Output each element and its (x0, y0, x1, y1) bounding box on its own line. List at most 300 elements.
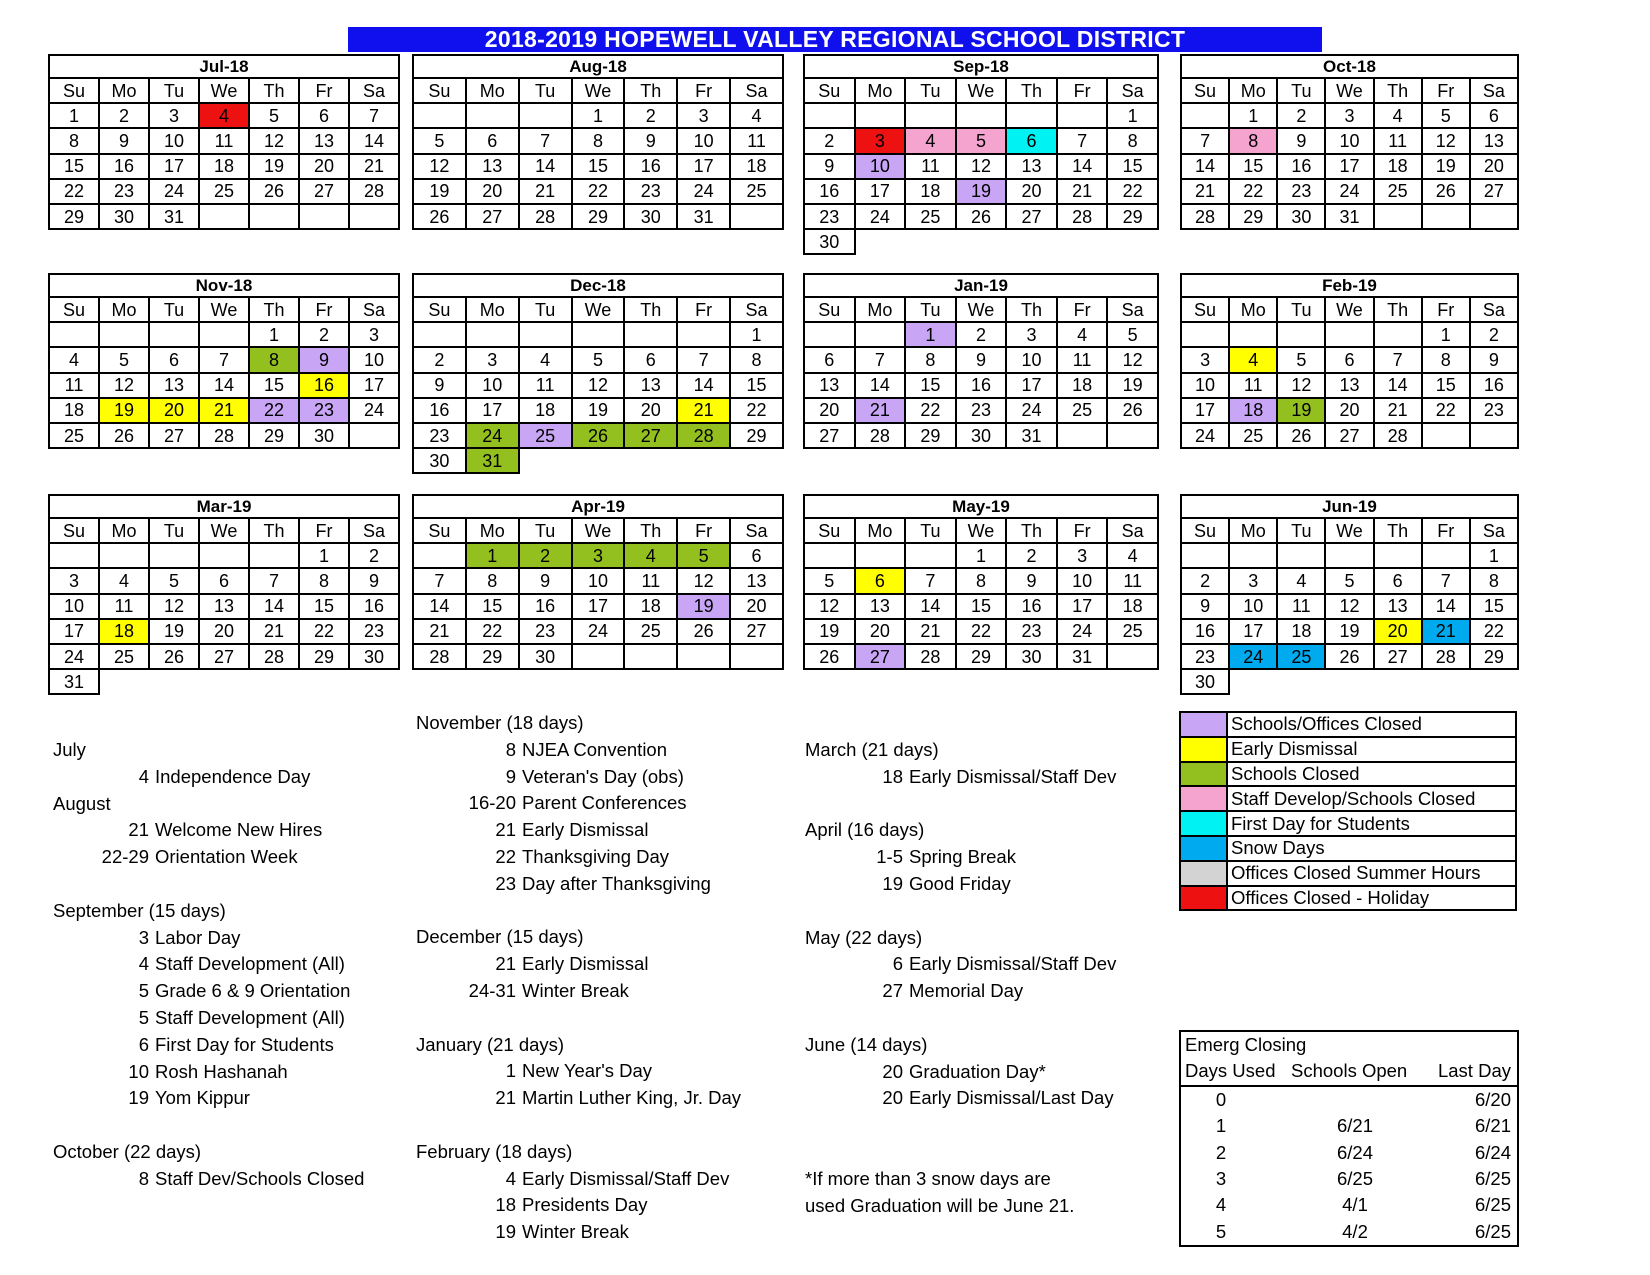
day-cell: 10 (466, 373, 519, 398)
weekday-header: Fr (1422, 78, 1470, 103)
day-cell: 20 (1325, 398, 1373, 423)
weekday-header: Fr (1422, 297, 1470, 322)
event-date: 21 (128, 819, 149, 841)
weekday-header: Su (413, 78, 466, 103)
empty-cell (49, 322, 99, 347)
day-cell: 22 (905, 398, 956, 423)
day-cell: 8 (730, 347, 783, 372)
legend-swatch (1180, 861, 1227, 886)
empty-cell (1006, 103, 1057, 128)
event-name: Winter Break (522, 1221, 629, 1243)
weekday-header: Tu (1277, 297, 1325, 322)
weekday-header: Tu (149, 297, 199, 322)
day-cell: 21 (677, 398, 730, 423)
day-cell: 19 (1325, 619, 1373, 644)
day-cell: 12 (413, 154, 466, 179)
day-cell: 23 (624, 179, 677, 204)
spacer (805, 791, 1116, 818)
day-cell: 23 (299, 398, 349, 423)
day-cell: 30 (413, 448, 466, 473)
event-name: Spring Break (909, 846, 1016, 868)
footnote-line-1: *If more than 3 snow days are (805, 1168, 1051, 1189)
month-heading: December (15 days) (416, 926, 584, 948)
empty-cell (1470, 423, 1518, 448)
empty-cell (1181, 322, 1229, 347)
day-cell: 9 (349, 568, 399, 593)
day-cell: 3 (349, 322, 399, 347)
day-cell: 27 (1325, 423, 1373, 448)
event-name: New Year's Day (522, 1060, 653, 1082)
day-cell: 10 (1057, 568, 1108, 593)
month-calendar-feb-19 (1180, 273, 1519, 449)
day-cell: 2 (413, 347, 466, 372)
event-entry (416, 871, 741, 898)
day-cell: 1 (1422, 322, 1470, 347)
day-cell: 19 (1277, 398, 1325, 423)
day-cell: 12 (1107, 347, 1158, 372)
day-cell: 22 (1107, 179, 1158, 204)
month-name: Aug-18 (413, 55, 783, 78)
spacer (805, 1005, 1116, 1032)
emerg-schools-open: 4/1 (1342, 1194, 1368, 1216)
event-entry (416, 737, 741, 764)
day-cell: 19 (677, 594, 730, 619)
day-cell: 2 (624, 103, 677, 128)
event-name: Staff Development (All) (155, 1006, 345, 1028)
weekday-header: We (572, 297, 625, 322)
empty-cell (519, 103, 572, 128)
month-heading: June (14 days) (805, 1033, 928, 1055)
month-name: Jan-19 (804, 274, 1158, 297)
day-cell: 29 (49, 204, 99, 229)
day-cell: 7 (1422, 568, 1470, 593)
notes-column-2 (416, 710, 741, 1246)
day-cell: 6 (624, 347, 677, 372)
month-name: Apr-19 (413, 495, 783, 518)
weekday-header: Sa (730, 297, 783, 322)
day-cell: 27 (299, 179, 349, 204)
event-entry (53, 1059, 364, 1086)
month-name: Jul-18 (49, 55, 399, 78)
day-cell: 17 (49, 619, 99, 644)
weekday-header: Fr (1057, 297, 1108, 322)
event-date: 20 (882, 1060, 903, 1082)
weekday-header: We (572, 518, 625, 543)
event-entry (53, 844, 364, 871)
month-calendar-jun-19 (1180, 494, 1519, 695)
empty-cell (1325, 543, 1373, 568)
day-cell: 12 (956, 154, 1007, 179)
event-date: 5 (138, 980, 149, 1002)
empty-cell (466, 322, 519, 347)
day-cell: 18 (49, 398, 99, 423)
day-cell: 9 (519, 568, 572, 593)
weekday-header: Tu (905, 518, 956, 543)
day-cell: 9 (956, 347, 1007, 372)
empty-cell (730, 204, 783, 229)
day-cell: 12 (572, 373, 625, 398)
day-cell: 12 (804, 594, 855, 619)
day-cell: 31 (466, 448, 519, 473)
day-cell: 3 (1181, 347, 1229, 372)
day-cell: 5 (1277, 347, 1325, 372)
month-name: Nov-18 (49, 274, 399, 297)
day-cell: 3 (149, 103, 199, 128)
weekday-header: Mo (99, 297, 149, 322)
day-cell: 27 (730, 619, 783, 644)
weekday-header: Th (249, 297, 299, 322)
weekday-header: Sa (1470, 518, 1518, 543)
page-title: 2018-2019 HOPEWELL VALLEY REGIONAL SCHOOL DISTRICT (348, 27, 1322, 52)
empty-cell (1374, 322, 1422, 347)
day-cell: 29 (1229, 204, 1277, 229)
day-cell: 2 (349, 543, 399, 568)
weekday-header: Tu (905, 78, 956, 103)
day-cell: 22 (49, 179, 99, 204)
day-cell: 18 (1107, 594, 1158, 619)
empty-cell (249, 204, 299, 229)
day-cell: 29 (572, 204, 625, 229)
empty-cell (624, 322, 677, 347)
empty-cell (1057, 423, 1108, 448)
event-date: 10 (128, 1060, 149, 1082)
month-heading: April (16 days) (805, 819, 925, 841)
day-cell: 9 (804, 154, 855, 179)
event-name: First Day for Students (155, 1033, 334, 1055)
day-cell: 19 (149, 619, 199, 644)
day-cell: 11 (49, 373, 99, 398)
day-cell: 6 (149, 347, 199, 372)
empty-cell (905, 543, 956, 568)
day-cell: 22 (572, 179, 625, 204)
day-cell: 27 (624, 423, 677, 448)
day-cell: 16 (99, 154, 149, 179)
emerg-last-day: 6/25 (1474, 1194, 1511, 1216)
month-calendar-mar-19 (48, 494, 400, 695)
day-cell: 24 (49, 644, 99, 669)
day-cell: 19 (99, 398, 149, 423)
day-cell: 1 (572, 103, 625, 128)
empty-cell (199, 543, 249, 568)
day-cell: 28 (905, 644, 956, 669)
day-cell: 12 (677, 568, 730, 593)
event-entry (53, 951, 364, 978)
day-cell: 31 (1325, 204, 1373, 229)
event-date: 19 (128, 1087, 149, 1109)
graduation-footnote (805, 1165, 1074, 1219)
emerg-row (1181, 1219, 1517, 1245)
month-calendar-sep-18 (803, 54, 1159, 255)
month-calendar-nov-18 (48, 273, 400, 449)
day-cell: 5 (677, 543, 730, 568)
day-cell: 31 (1006, 423, 1057, 448)
day-cell: 1 (49, 103, 99, 128)
empty-cell (413, 322, 466, 347)
emerg-row (1181, 1166, 1517, 1192)
empty-cell (99, 543, 149, 568)
day-cell: 7 (1057, 128, 1108, 153)
day-cell: 24 (1325, 179, 1373, 204)
day-cell: 20 (1470, 154, 1518, 179)
day-cell: 10 (149, 128, 199, 153)
legend-label: Staff Develop/Schools Closed (1227, 786, 1516, 811)
day-cell: 16 (413, 398, 466, 423)
empty-cell (149, 322, 199, 347)
event-entry (53, 817, 364, 844)
event-entry (53, 764, 364, 791)
day-cell: 3 (49, 568, 99, 593)
day-cell: 26 (1277, 423, 1325, 448)
day-cell: 26 (99, 423, 149, 448)
day-cell: 4 (730, 103, 783, 128)
spacer (416, 1005, 741, 1032)
month-calendar-dec-18 (412, 273, 784, 474)
empty-cell (572, 322, 625, 347)
day-cell: 22 (956, 619, 1007, 644)
day-cell: 23 (519, 619, 572, 644)
weekday-header: Fr (677, 78, 730, 103)
day-cell: 31 (149, 204, 199, 229)
weekday-header: Th (1374, 297, 1422, 322)
month-name: May-19 (804, 495, 1158, 518)
day-cell: 2 (1006, 543, 1057, 568)
day-cell: 21 (1057, 179, 1108, 204)
weekday-header: Sa (349, 78, 399, 103)
weekday-header: We (199, 78, 249, 103)
event-name: Winter Break (522, 979, 629, 1001)
event-name: Early Dismissal (522, 819, 649, 841)
day-cell: 28 (677, 423, 730, 448)
day-cell: 14 (349, 128, 399, 153)
weekday-header: Sa (1470, 78, 1518, 103)
weekday-header: Mo (855, 297, 906, 322)
day-cell: 6 (804, 347, 855, 372)
empty-cell (804, 103, 855, 128)
spacer (416, 1112, 741, 1139)
day-cell: 30 (624, 204, 677, 229)
day-cell: 15 (905, 373, 956, 398)
empty-cell (677, 322, 730, 347)
event-name: Day after Thanksgiving (522, 872, 711, 894)
event-date: 24-31 (468, 979, 516, 1001)
day-cell: 13 (1325, 373, 1373, 398)
empty-cell (1422, 669, 1470, 694)
day-cell: 11 (905, 154, 956, 179)
weekday-header: We (956, 297, 1007, 322)
day-cell: 23 (1006, 619, 1057, 644)
month-name: Dec-18 (413, 274, 783, 297)
legend-swatch (1180, 886, 1227, 911)
day-cell: 30 (1277, 204, 1325, 229)
day-cell: 26 (677, 619, 730, 644)
event-entry (53, 1032, 364, 1059)
month-name: Mar-19 (49, 495, 399, 518)
event-name: Early Dismissal/Staff Dev (909, 953, 1117, 975)
day-cell: 4 (905, 128, 956, 153)
event-name: Grade 6 & 9 Orientation (155, 980, 351, 1002)
month-heading: July (53, 739, 86, 760)
day-cell: 27 (804, 423, 855, 448)
weekday-header: Th (624, 518, 677, 543)
day-cell: 6 (1374, 568, 1422, 593)
emerg-title-row (1181, 1032, 1517, 1058)
day-cell: 21 (1374, 398, 1422, 423)
event-name: Presidents Day (522, 1194, 648, 1216)
emerg-days-used: 5 (1215, 1220, 1227, 1242)
day-cell: 13 (624, 373, 677, 398)
day-cell: 5 (1422, 103, 1470, 128)
emerg-row (1181, 1087, 1517, 1113)
weekday-header: Fr (1057, 78, 1108, 103)
empty-cell (1277, 322, 1325, 347)
weekday-header: We (199, 297, 249, 322)
weekday-header: Fr (1422, 518, 1470, 543)
day-cell: 25 (1107, 619, 1158, 644)
empty-cell (677, 448, 730, 473)
event-date: 9 (505, 765, 516, 787)
emerg-last-day: 6/20 (1474, 1089, 1511, 1110)
day-cell: 13 (299, 128, 349, 153)
day-cell: 16 (1006, 594, 1057, 619)
day-cell: 15 (956, 594, 1007, 619)
day-cell: 12 (249, 128, 299, 153)
empty-cell (1006, 229, 1057, 254)
day-cell: 25 (519, 423, 572, 448)
weekday-header: Sa (730, 518, 783, 543)
day-cell: 28 (1374, 423, 1422, 448)
day-cell: 28 (1057, 204, 1108, 229)
event-date: 3 (138, 926, 149, 948)
day-cell: 5 (804, 568, 855, 593)
month-calendar-aug-18 (412, 54, 784, 230)
day-cell: 30 (804, 229, 855, 254)
event-date: 1 (505, 1060, 516, 1082)
empty-cell (1277, 669, 1325, 694)
day-cell: 8 (1422, 347, 1470, 372)
day-cell: 5 (1325, 568, 1373, 593)
day-cell: 10 (1181, 373, 1229, 398)
day-cell: 29 (466, 644, 519, 669)
emerg-days-used: 3 (1215, 1167, 1227, 1189)
day-cell: 30 (1006, 644, 1057, 669)
day-cell: 1 (466, 543, 519, 568)
day-cell: 29 (1470, 644, 1518, 669)
empty-cell (1422, 204, 1470, 229)
day-cell: 24 (1057, 619, 1108, 644)
event-entry (416, 790, 741, 817)
spacer (53, 1112, 364, 1139)
day-cell: 12 (1422, 128, 1470, 153)
weekday-header: Su (49, 297, 99, 322)
notes-column-3 (805, 737, 1116, 1112)
empty-cell (905, 103, 956, 128)
day-cell: 4 (624, 543, 677, 568)
event-date: 6 (138, 1033, 149, 1055)
weekday-header: Mo (1229, 518, 1277, 543)
event-entry (416, 1219, 741, 1246)
empty-cell (519, 448, 572, 473)
day-cell: 29 (1107, 204, 1158, 229)
day-cell: 23 (1470, 398, 1518, 423)
day-cell: 27 (1374, 644, 1422, 669)
empty-cell (1470, 669, 1518, 694)
empty-cell (855, 229, 906, 254)
day-cell: 7 (249, 568, 299, 593)
weekday-header: Fr (677, 297, 730, 322)
legend-label: Offices Closed - Holiday (1227, 886, 1516, 911)
day-cell: 2 (956, 322, 1007, 347)
day-cell: 8 (1229, 128, 1277, 153)
day-cell: 20 (730, 594, 783, 619)
weekday-header: Sa (730, 78, 783, 103)
day-cell: 8 (466, 568, 519, 593)
day-cell: 5 (249, 103, 299, 128)
day-cell: 8 (49, 128, 99, 153)
day-cell: 22 (249, 398, 299, 423)
empty-cell (1181, 103, 1229, 128)
day-cell: 18 (624, 594, 677, 619)
month-name: Oct-18 (1181, 55, 1518, 78)
day-cell: 14 (519, 154, 572, 179)
legend-swatch (1180, 762, 1227, 787)
event-date: 18 (495, 1194, 516, 1216)
day-cell: 2 (1470, 322, 1518, 347)
event-date: 21 (495, 953, 516, 975)
day-cell: 31 (1057, 644, 1108, 669)
empty-cell (956, 229, 1007, 254)
day-cell: 5 (413, 128, 466, 153)
empty-cell (1181, 543, 1229, 568)
weekday-header: Su (1181, 518, 1229, 543)
day-cell: 8 (299, 568, 349, 593)
weekday-header: Tu (1277, 518, 1325, 543)
weekday-header: Su (1181, 297, 1229, 322)
empty-cell (249, 669, 299, 694)
day-cell: 20 (1006, 179, 1057, 204)
day-cell: 25 (49, 423, 99, 448)
weekday-header: Su (804, 297, 855, 322)
month-heading: January (21 days) (416, 1033, 565, 1055)
day-cell: 8 (1107, 128, 1158, 153)
event-name: Good Friday (909, 872, 1011, 894)
weekday-header: Fr (1057, 518, 1108, 543)
empty-cell (804, 322, 855, 347)
day-cell: 24 (466, 423, 519, 448)
day-cell: 1 (730, 322, 783, 347)
day-cell: 4 (1107, 543, 1158, 568)
legend-swatch (1180, 811, 1227, 836)
event-date: 19 (495, 1221, 516, 1243)
day-cell: 15 (466, 594, 519, 619)
day-cell: 14 (677, 373, 730, 398)
day-cell: 23 (413, 423, 466, 448)
day-cell: 30 (349, 644, 399, 669)
day-cell: 17 (1057, 594, 1108, 619)
weekday-header: Th (624, 297, 677, 322)
event-entry (416, 1192, 741, 1219)
event-name: Early Dismissal/Staff Dev (909, 765, 1117, 787)
day-cell: 27 (149, 423, 199, 448)
day-cell: 13 (730, 568, 783, 593)
day-cell: 18 (199, 154, 249, 179)
day-cell: 18 (1057, 373, 1108, 398)
day-cell: 7 (349, 103, 399, 128)
weekday-header: Su (413, 297, 466, 322)
day-cell: 29 (956, 644, 1007, 669)
day-cell: 26 (804, 644, 855, 669)
weekday-header: Tu (149, 518, 199, 543)
day-cell: 6 (855, 568, 906, 593)
